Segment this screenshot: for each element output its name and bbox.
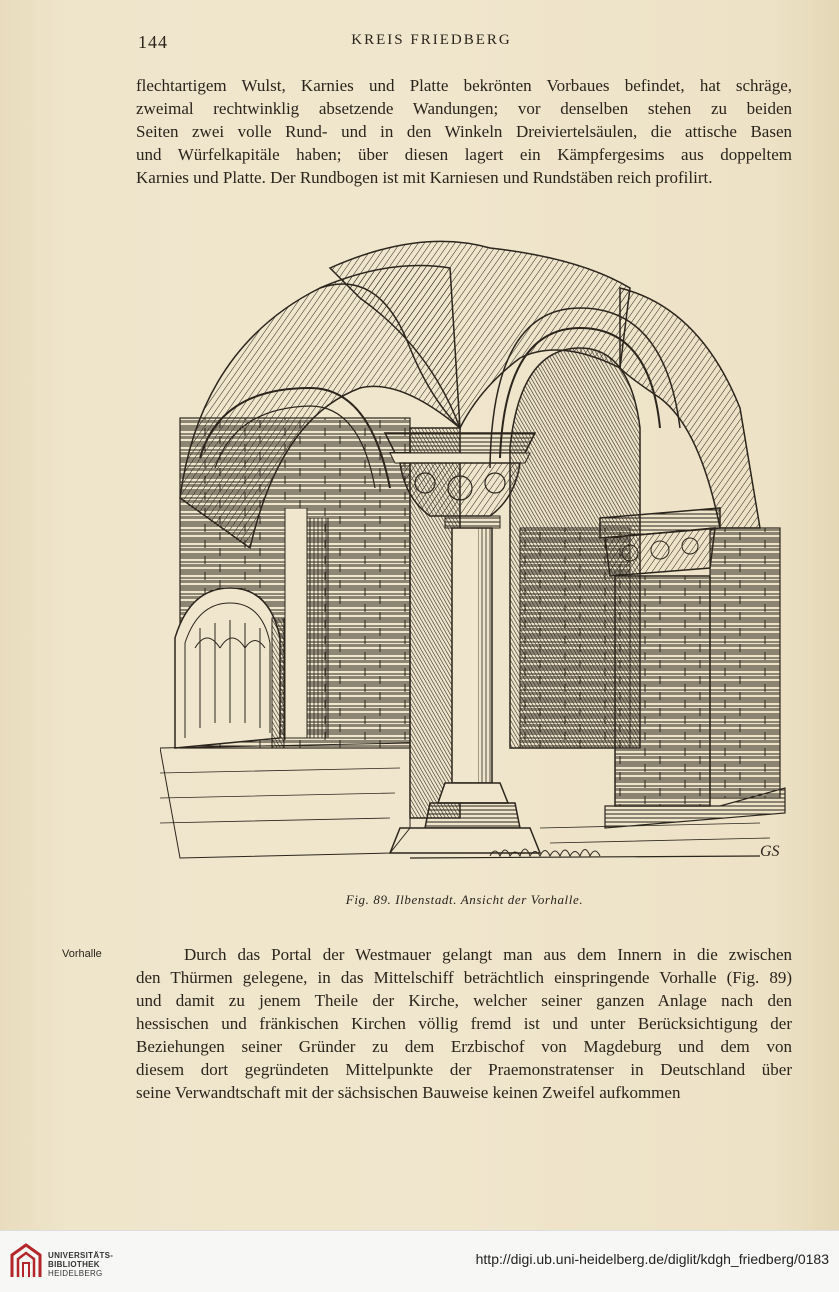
library-logo-text (48, 1251, 113, 1278)
logo-line: BIBLIOTHEK (48, 1260, 100, 1269)
text-line: seine Verwandtschaft mit der sächsischen Bauweise keinen Zweifel aufkommen (136, 1083, 681, 1102)
engraving-vorhalle (160, 228, 790, 880)
right-pier (600, 508, 785, 828)
text-line: zweimal rechtwinklig absetzende Wandungen; vor denselben stehen zu beiden (136, 99, 792, 118)
page-number: 144 (138, 32, 168, 52)
text-line: den Thürmen gelegene, in das Mittelschiff beträchtlich einspringende Vorhalle (Fig. 89) (136, 968, 792, 987)
logo-line: UNIVERSITÄTS- (48, 1251, 114, 1260)
text-line: Seiten zwei volle Rund- und in den Winkeln Dreiviertelsäulen, die attische Basen (136, 122, 792, 141)
paragraph-vorhalle (136, 943, 792, 1104)
artist-monogram: GS (760, 843, 780, 860)
text-line: Durch das Portal der Westmauer gelangt man aus dem Innern in die zwischen (184, 945, 792, 964)
left-portal (175, 588, 284, 748)
text-line: und damit zu jenem Theile der Kirche, welcher seiner ganzen Anlage nach den (136, 991, 792, 1010)
text-line: hessischen und fränkischen Kirchen völlig fremd ist und unter Berücksichtigung der (136, 1014, 792, 1033)
logo-line: HEIDELBERG (48, 1269, 103, 1278)
vault-right (620, 288, 760, 528)
margin-note: Vorhalle (62, 948, 102, 960)
text-line: diesem dort gegründeten Mittelpunkte der Praemonstratenser in Deutschland über (136, 1060, 792, 1079)
viewer-footer (0, 1230, 839, 1292)
text-line: und Würfelkapitäle haben; über diesen lagert ein Kämpfergesims aus doppeltem (136, 145, 792, 164)
library-logo[interactable] (8, 1239, 128, 1287)
text-line: Beziehungen seiner Gründer zu dem Erzbischof von Magdeburg und dem von (136, 1037, 792, 1056)
running-head: KREIS FRIEDBERG (351, 32, 512, 48)
permalink-url[interactable]: http://digi.ub.uni-heidelberg.de/diglit/kdgh_friedberg/0183 (475, 1251, 829, 1267)
figure-caption: Fig. 89. Ilbenstadt. Ansicht der Vorhalle. (345, 892, 584, 907)
library-logo-icon (8, 1241, 44, 1281)
paragraph-intro (136, 74, 792, 189)
text-line: flechtartigem Wulst, Karnies und Platte bekrönten Vorbaues befindet, hat schräge, (136, 76, 792, 95)
text-line: Karnies und Platte. Der Rundbogen ist mit Karniesen und Rundstäben reich profilirt. (136, 168, 713, 187)
